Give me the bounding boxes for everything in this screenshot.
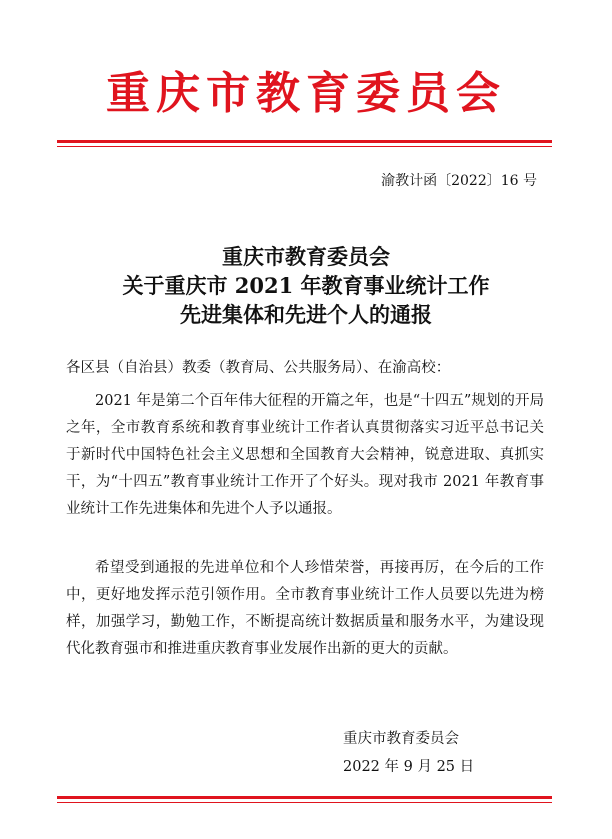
document-title — [0, 242, 612, 329]
masthead-divider-thick — [57, 140, 552, 143]
footer-divider-thin — [57, 802, 552, 803]
document-number: 渝教计函〔2022〕16 号 — [381, 173, 537, 189]
signature-date: 2022 年 9 月 25 日 — [343, 759, 475, 775]
footer-divider-thick — [57, 796, 552, 799]
masthead-divider-thin — [57, 146, 552, 147]
body-paragraph: 希望受到通报的先进单位和个人珍惜荣誉，再接再厉，在今后的工作中，更好地发挥示范引领作用。全市教育事业统计工作人员要以先进为榜样，加强学习，勤勉工作，不断提高统计数据质量和服务水平，为建设现代化教育强市和推进重庆教育事业发展作出新的更大的贡献。 — [66, 560, 544, 657]
masthead-issuer: 重庆市教育委员会 — [106, 68, 506, 119]
title-line-2: 关于重庆市 2021 年教育事业统计工作 — [122, 273, 490, 298]
addressee: 各区县（自治县）教委（教育局、公共服务局）、在渝高校： — [66, 360, 451, 376]
title-line-1: 重庆市教育委员会 — [222, 244, 390, 269]
signature-org: 重庆市教育委员会 — [343, 731, 459, 747]
body-paragraph: 2021 年是第二个百年伟大征程的开篇之年，也是“十四五”规划的开局之年，全市教育系统和教育事业统计工作者认真贯彻落实习近平总书记关于新时代中国特色社会主义思想和全国教育大会精神，锐意进取、真抓实干，为“十四五”教育事业统计工作开了个好头。现对我市 2021 年教育事业统计工作先进集体和先进个人予以通报。 — [66, 393, 544, 517]
title-line-3: 先进集体和先进个人的通报 — [180, 302, 432, 327]
